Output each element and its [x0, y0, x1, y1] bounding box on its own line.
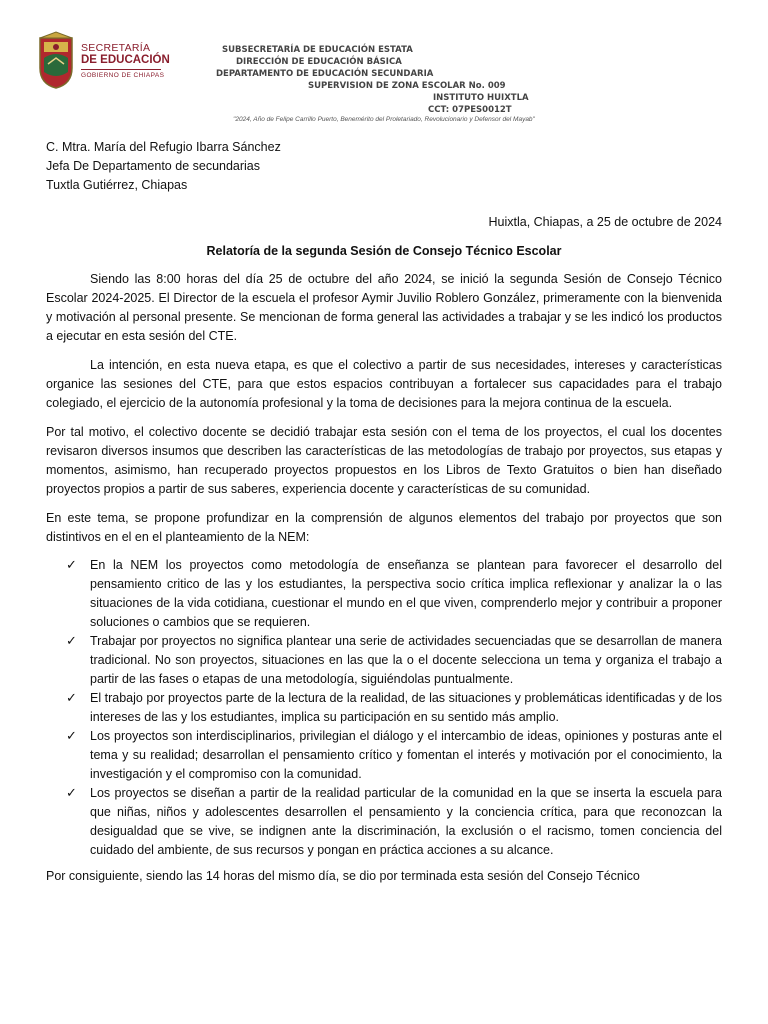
checkmark-icon: ✓ [66, 691, 77, 706]
chiapas-coat-of-arms-icon [36, 28, 76, 90]
logo-text [81, 42, 170, 80]
header-instituto: INSTITUTO HUIXTLA [433, 93, 529, 103]
list-item [66, 632, 722, 689]
document-date: Huixtla, Chiapas, a 25 de octubre de 2024 [488, 215, 722, 229]
checkmark-icon: ✓ [66, 786, 77, 801]
header-direccion: DIRECCIÓN DE EDUCACIÓN BÁSICA [236, 57, 402, 67]
nem-project-elements-list [66, 556, 722, 860]
paragraph-intention: La intención, en esta nueva etapa, es que el colectivo a partir de sus necesidades, intereses y características organice las sesiones del CTE, para que estos espacios contribuyan a fortalecer sus capacidades para el trabajo colegiado, el ejercicio de la autonomía profesional y la toma de decisiones para la mejora continua de la escuela. [46, 358, 722, 410]
list-item-text: Los proyectos son interdisciplinarios, privilegian el diálogo y el intercambio de ideas, opiniones y posturas ante el tema y su realidad; desarrollan el pensamiento crítico y fomentan el interés y motivación por el conocimiento, la investigación y el compromiso con la comunidad. [90, 729, 722, 781]
list-item-text: Los proyectos se diseñan a partir de la realidad particular de la comunidad en la que se inserta la escuela para que niñas, niños y adolescentes desarrollen el pensamiento y la conciencia crítica, para que reconozcan la desigualdad que se vive, se indignen ante la discriminación, la exclusión o el racismo, tomen conciencia del cuidado del ambiente, de sus recursos y pongan en práctica acciones a su alcance. [90, 786, 722, 857]
recipient-position: Jefa De Departamento de secundarias [46, 159, 261, 173]
list-item-text: Trabajar por proyectos no significa plantear una serie de actividades secuenciadas que se desarrollan de manera tradicional. No son proyectos, situaciones en las que la o el docente selecciona un tema y organiza el trabajo a partir de las fases o etapas de una metodología, siguiéndolas puntualmente. [90, 634, 722, 686]
checkmark-icon: ✓ [66, 634, 77, 649]
list-item-text: En la NEM los proyectos como metodología de enseñanza se plantean para favorecer el desarrollo del pensamiento critico de las y los estudiantes, la perspectiva socio crítica implica reflexionar y analizar la o las situaciones de la vida cotidiana, cuestionar el mundo en el que viven, comprenderlo mejor y contribuir a proponer soluciones o cambios que se requieren. [90, 558, 722, 629]
paragraph-theme: En este tema, se propone profundizar en la comprensión de algunos elementos del trabajo por proyectos que son distintivos en el en el planteamiento de la NEM: [46, 511, 722, 544]
list-item [66, 784, 722, 860]
logo-gobierno: GOBIERNO DE CHIAPAS [81, 72, 165, 79]
logo-divider [81, 69, 161, 70]
paragraph-closing: Por consiguiente, siendo las 14 horas del mismo día, se dio por terminada esta sesión del Consejo Técnico [46, 869, 640, 883]
document-title: Relatoría de la segunda Sesión de Consejo Técnico Escolar [206, 244, 562, 258]
checkmark-icon: ✓ [66, 558, 77, 573]
header-subsecretaria: SUBSECRETARÍA DE EDUCACIÓN ESTATA [222, 45, 413, 55]
header-cct: CCT: 07PES0012T [428, 105, 512, 115]
paragraph-intro: Siendo las 8:00 horas del día 25 de octubre del año 2024, se inició la segunda Sesión de Consejo Técnico Escolar 2024-2025. El Director de la escuela el profesor Aymir Juvilio Roblero González, primeramente con la bienvenida y motivación al personal presente. Se mencionan de forma general las actividades a trabajar y se les indicó los productos a ejecutar en esta sesión del CTE. [46, 272, 722, 343]
list-item-text: El trabajo por proyectos parte de la lectura de la realidad, de las situaciones y problemáticas identificadas y de los intereses de las y los estudiantes, implica su participación en su sentido más amplio. [90, 691, 722, 724]
list-item [66, 556, 722, 632]
header-supervision: SUPERVISION DE ZONA ESCOLAR No. 009 [308, 81, 506, 91]
logo-secretaria: SECRETARÍA [81, 42, 151, 54]
header-departamento: DEPARTAMENTO DE EDUCACIÓN SECUNDARIA [216, 69, 434, 79]
recipient-name: C. Mtra. María del Refugio Ibarra Sánchez [46, 140, 281, 154]
secretaria-logo [36, 28, 176, 92]
recipient-city: Tuxtla Gutiérrez, Chiapas [46, 178, 188, 192]
list-item [66, 689, 722, 727]
logo-de-educacion: DE EDUCACIÓN [81, 54, 170, 66]
checkmark-icon: ✓ [66, 729, 77, 744]
list-item [66, 727, 722, 784]
paragraph-motive: Por tal motivo, el colectivo docente se decidió trabajar esta sesión con el tema de los proyectos, el cual los docentes revisaron diversos insumos que describen las características de las metodologías de trabajo por proyectos, sus etapas y momentos, asimismo, han recuperado proyectos propuestos en los Libros de Texto Gratuitos o bien han diseñado proyectos propios a partir de sus saberes, experiencia docente y características de su comunidad. [46, 425, 722, 496]
header-motto: "2024, Año de Felipe Carrillo Puerto, Benemérito del Proletariado, Revolucionario y Defensor del Mayab" [233, 116, 535, 123]
